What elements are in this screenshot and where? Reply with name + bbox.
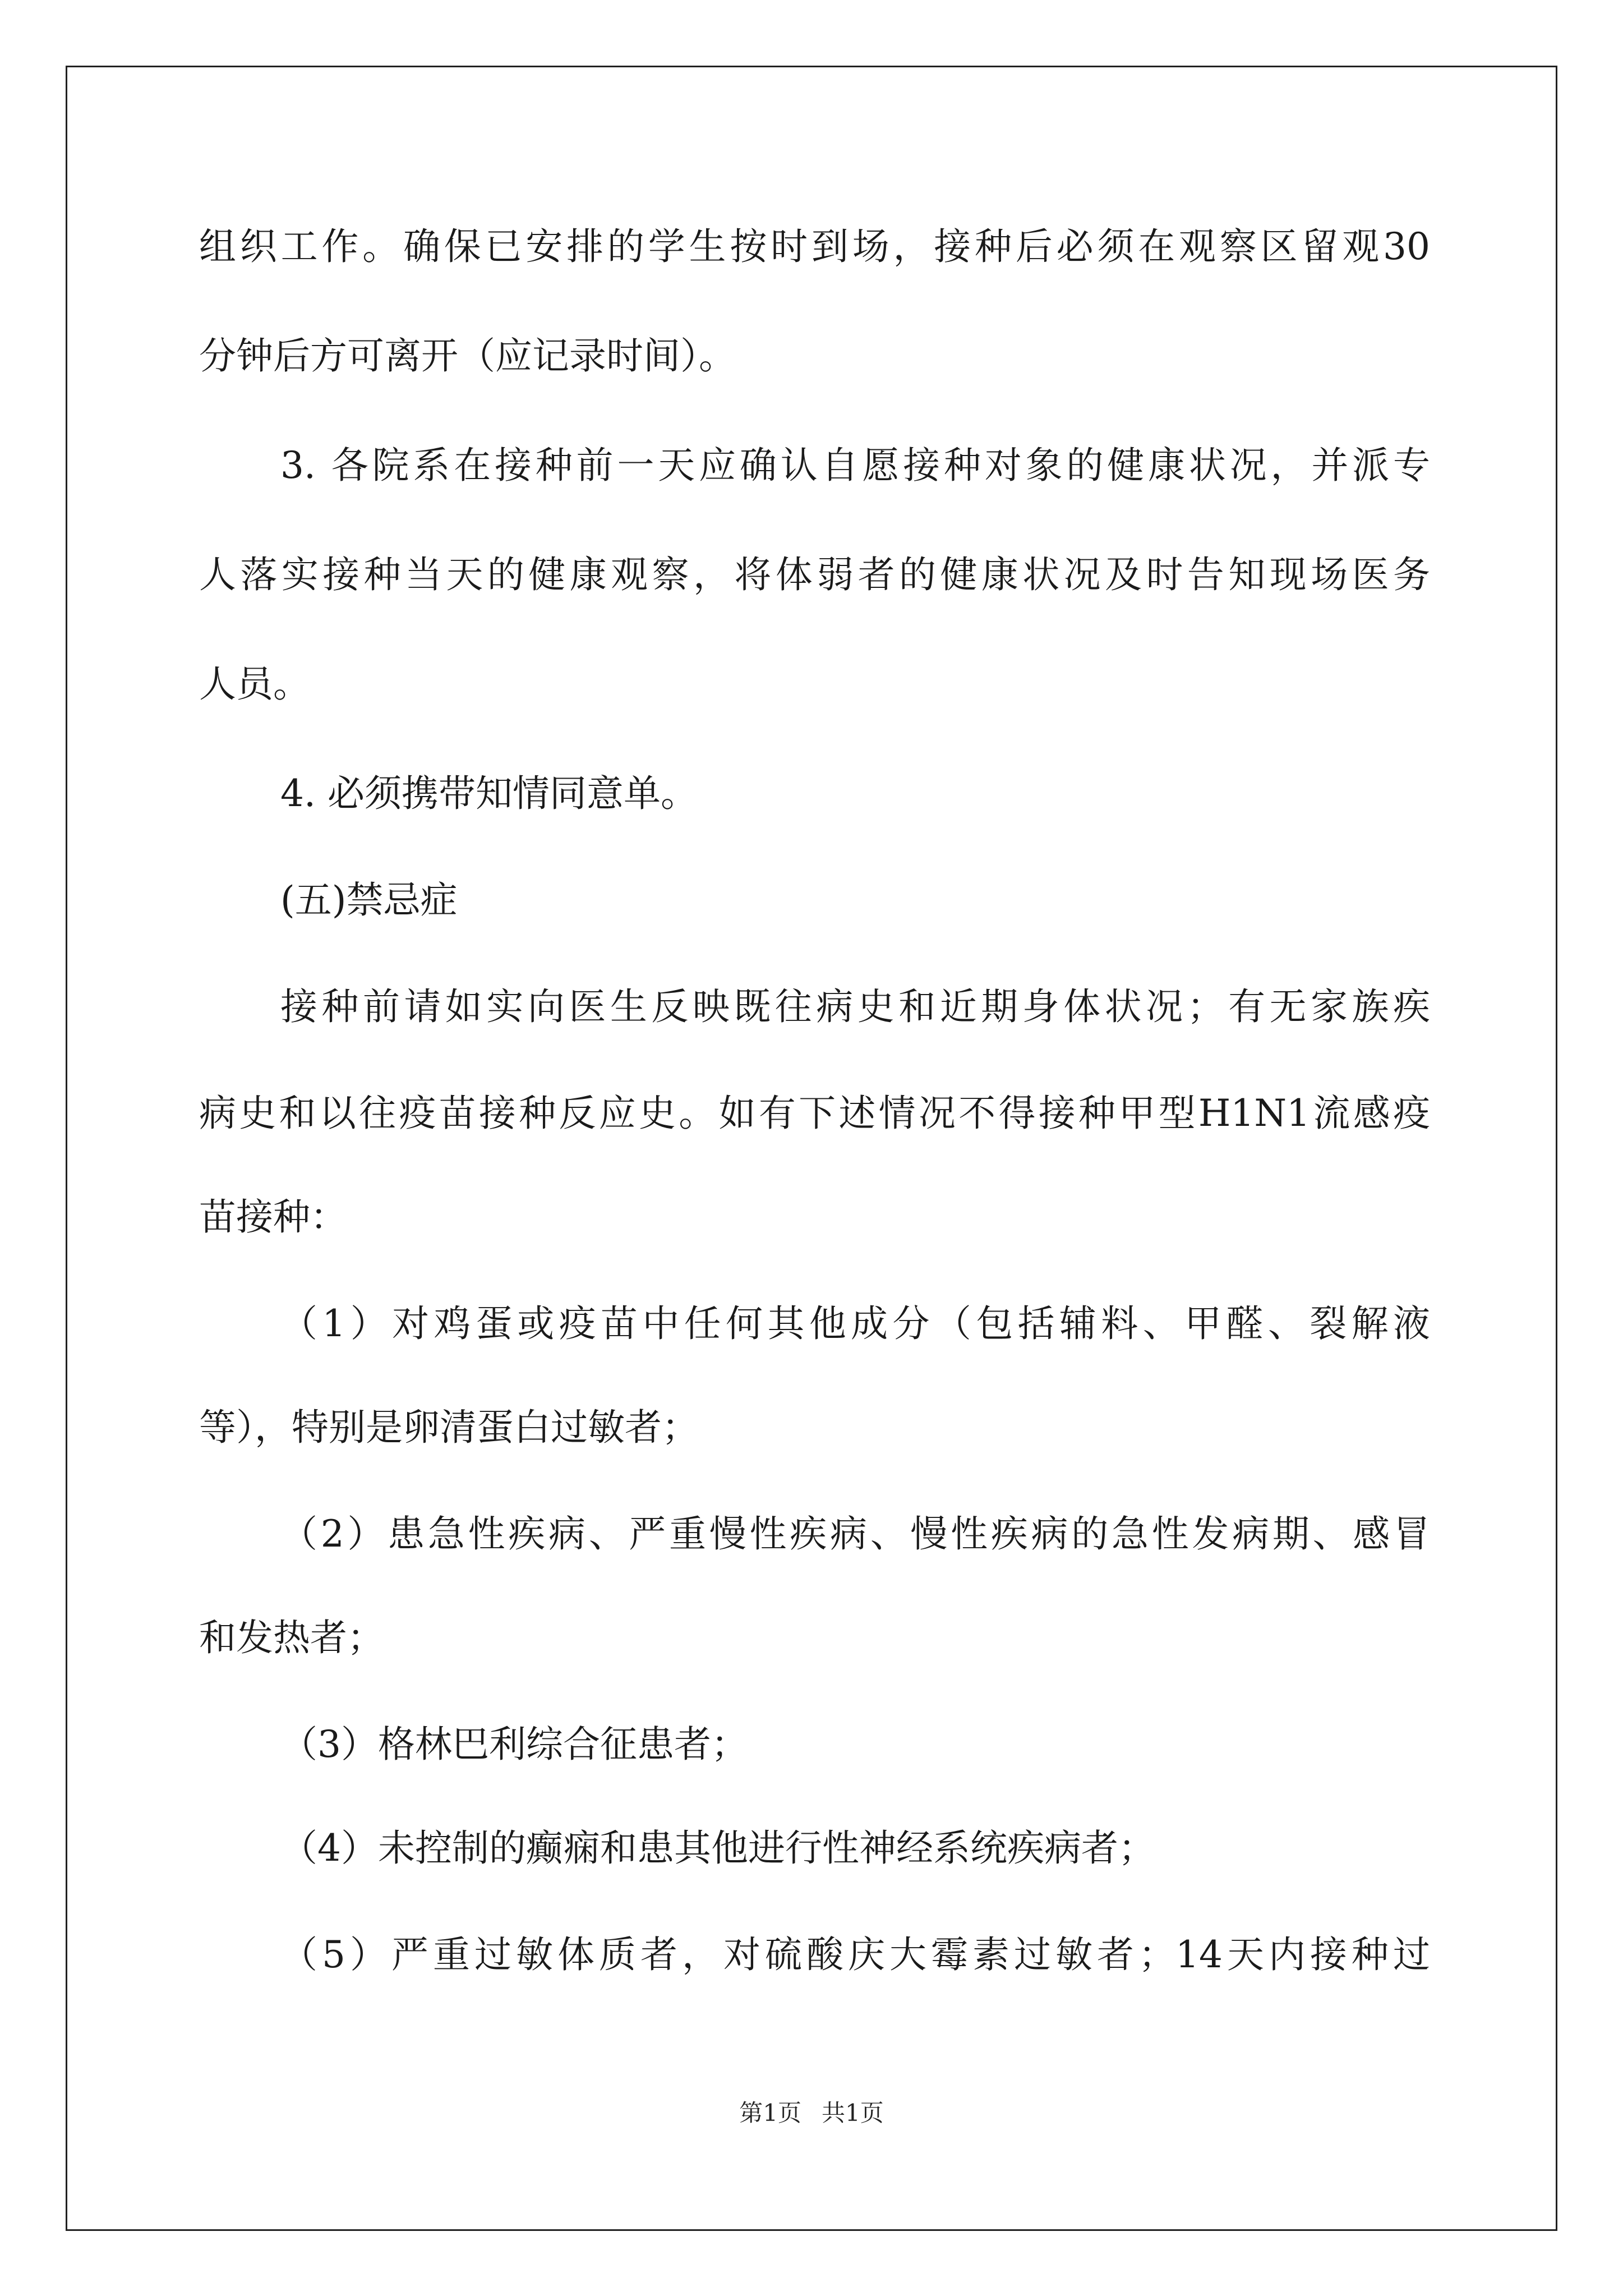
paragraph-line: 3. 各院系在接种前一天应确认自愿接种对象的健康状况，并派专 [280,444,1430,487]
paragraph-line: 人员。 [199,662,310,706]
page-total: 共1页 [822,2099,884,2127]
paragraph-line: 4. 必须携带知情同意单。 [280,772,698,815]
paragraph-line: （5）严重过敏体质者，对硫酸庆大霉素过敏者；14天内接种过 [280,1933,1430,1976]
paragraph-line: 和发热者； [199,1616,384,1659]
paragraph-line: （4）未控制的癫痫和患其他进行性神经系统疾病者； [280,1826,1155,1870]
paragraph-line: 组织工作。确保已安排的学生按时到场，接种后必须在观察区留观30 [199,225,1430,268]
page-number: 第1页 [739,2099,801,2127]
page-border [66,66,1557,2231]
paragraph-line: 分钟后方可离开（应记录时间）。 [199,334,736,378]
paragraph-line: （3）格林巴利综合征患者； [280,1723,748,1766]
page-footer [0,2099,1623,2127]
section-heading: (五)禁忌症 [280,878,458,922]
paragraph-line: （2）患急性疾病、严重慢性疾病、慢性疾病的急性发病期、感冒 [280,1512,1430,1556]
paragraph-line: 人落实接种当天的健康观察，将体弱者的健康状况及时告知现场医务 [199,553,1430,596]
paragraph-line: （1）对鸡蛋或疫苗中任何其他成分（包括辅料、甲醛、裂解液 [280,1302,1430,1345]
paragraph-line: 苗接种： [199,1195,347,1239]
paragraph-line: 接种前请如实向医生反映既往病史和近期身体状况；有无家族疾 [280,985,1430,1028]
paragraph-line: 等），特别是卵清蛋白过敏者； [199,1406,699,1449]
paragraph-line: 病史和以往疫苗接种反应史。如有下述情况不得接种甲型H1N1流感疫 [199,1092,1430,1135]
